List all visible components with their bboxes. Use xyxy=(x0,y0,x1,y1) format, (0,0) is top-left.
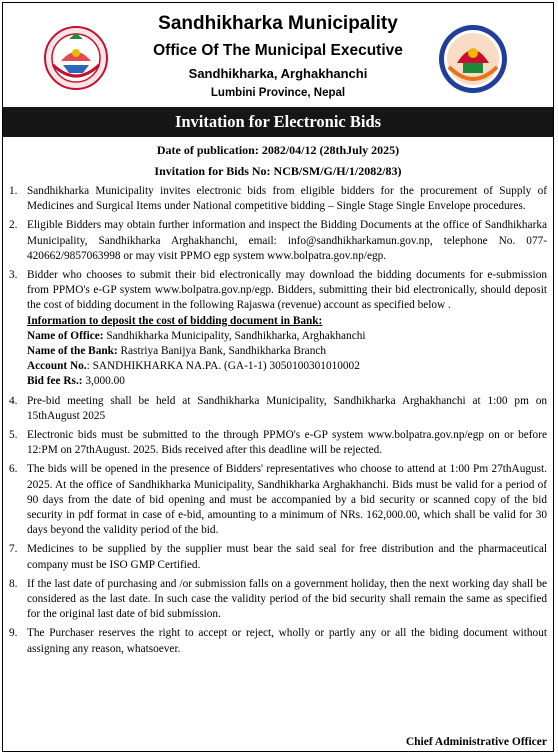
item-number: 2. xyxy=(9,219,18,232)
nepal-emblem-icon xyxy=(43,25,109,91)
item-number: 7. xyxy=(9,543,18,556)
publication-date: Date of publication: 2082/04/12 (28thJuly 2025) xyxy=(156,143,400,157)
item-text: The bids will be opened in the presence of Bidders' representatives who choose to attend at 1:00 Pm 27thAugust. 2025. At the office of Sandhikharka Municipality, Sandhikharka Arghakhanchi. Bids must be valid for a period of 90 days from the date of bid opening and must be accompanied by a bid security or scanned copy of the bid security in pdf format in case of e-bid, amounting to a minimum of NRs. 162,000.00, which shall be valid for 30 days beyond the validity period of the bid. xyxy=(27,463,547,537)
item-number: 1. xyxy=(9,185,18,197)
bank-info xyxy=(27,314,547,390)
office-value: Sandhikharka Municipality, Sandhikharka, Arghakhanchi xyxy=(103,329,366,342)
item-text: The Purchaser reserves the right to accept or reject, wholly or partly any or all the biding document without assigning any reason, whatsoever. xyxy=(27,627,547,655)
header xyxy=(3,3,553,109)
page-title-banner: Invitation for Electronic Bids xyxy=(3,107,553,137)
item-number: 4. xyxy=(9,394,18,407)
list-item xyxy=(9,626,547,656)
invitation-number: Invitation for Bids No: NCB/SM/G/H/1/2082/83) xyxy=(154,164,402,178)
item-text: Medicines to be supplied by the supplier must bear the said seal for free distribution and the pharmaceutical company must be ISO GMP Certified. xyxy=(27,543,547,571)
list-item xyxy=(9,268,547,390)
bank-heading: Information to deposit the cost of bidding document in Bank: xyxy=(27,314,323,327)
bank-label: Name of the Bank: xyxy=(27,345,118,358)
item-text: Electronic bids must be submitted to the through PPMO's e-GP system www.bolpatra.gov.np/egp on or before 12:PM on 27thAugust. 2025. Bids received after this deadline will be rejected. xyxy=(27,429,547,457)
item-text: Bidder who chooses to submit their bid electronically may download the bidding documents for e-submission from PPMO's e-GP system www.bolpatra.gov.np/egp. Bidders, submitting their bid electronically, should deposit the cost of bidding document in the following Rajaswa (revenue) account as specified below . xyxy=(27,269,547,312)
list-item xyxy=(9,184,547,214)
list-item xyxy=(9,542,547,572)
list-item xyxy=(9,462,547,538)
signature-title: Chief Administrative Officer xyxy=(405,736,547,748)
list-item xyxy=(9,577,547,623)
item-number: 6. xyxy=(9,463,18,476)
fee-label: Bid fee Rs.: xyxy=(27,375,83,388)
bid-conditions-list xyxy=(9,184,547,661)
list-item xyxy=(9,394,547,424)
item-number: 9. xyxy=(9,627,18,640)
office-title: Office Of The Municipal Executive xyxy=(153,42,403,59)
item-number: 5. xyxy=(9,429,18,442)
account-value: : SANDHIKHARKA NA.PA. (GA-1-1) 3050100301010002 xyxy=(86,360,360,373)
list-item xyxy=(9,428,547,458)
item-text: Sandhikharka Municipality invites electronic bids from eligible bidders for the procurement of Supply of Medicines and Surgical Items under National competitive bidding – Single Stage Single Envelope procedures. xyxy=(27,185,547,213)
office-label: Name of Office: xyxy=(27,329,104,342)
municipality-title: Sandhikharka Municipality xyxy=(158,13,398,34)
notice-frame xyxy=(2,2,554,752)
list-item xyxy=(9,218,547,264)
item-text: Eligible Bidders may obtain further information and inspect the Bidding Documents at the office of Sandhikharka Municipality, Sandhikharka Arghakhanchi, email: info@sandhikharkamun.gov.np, telephone No. 077-420662/9857063998 or may visit PPMO egp system www.bolpatra.gov.np/egp. xyxy=(27,219,547,262)
fee-value: 3,000.00 xyxy=(82,375,125,388)
item-number: 3. xyxy=(9,269,18,282)
province: Lumbini Province, Nepal xyxy=(210,87,346,99)
account-label: Account No. xyxy=(27,360,87,373)
location: Sandhikharka, Arghakhanchi xyxy=(188,66,368,81)
item-text: If the last date of purchasing and /or submission falls on a government holiday, then the next working day shall be considered as the last date. In such case the validity period of the bid security shall remain the same as specified for the original last date of bid submission. xyxy=(27,577,547,621)
bank-value: Rastriya Banijya Bank, Sandhikharka Branch xyxy=(117,345,327,358)
item-text: Pre-bid meeting shall be held at Sandhikharka Municipality, Sandhikharka Arghakhanchi at 1:00 pm on 15thAugust 2025 xyxy=(27,394,547,422)
item-number: 8. xyxy=(9,577,18,590)
municipality-logo-icon xyxy=(437,23,509,95)
